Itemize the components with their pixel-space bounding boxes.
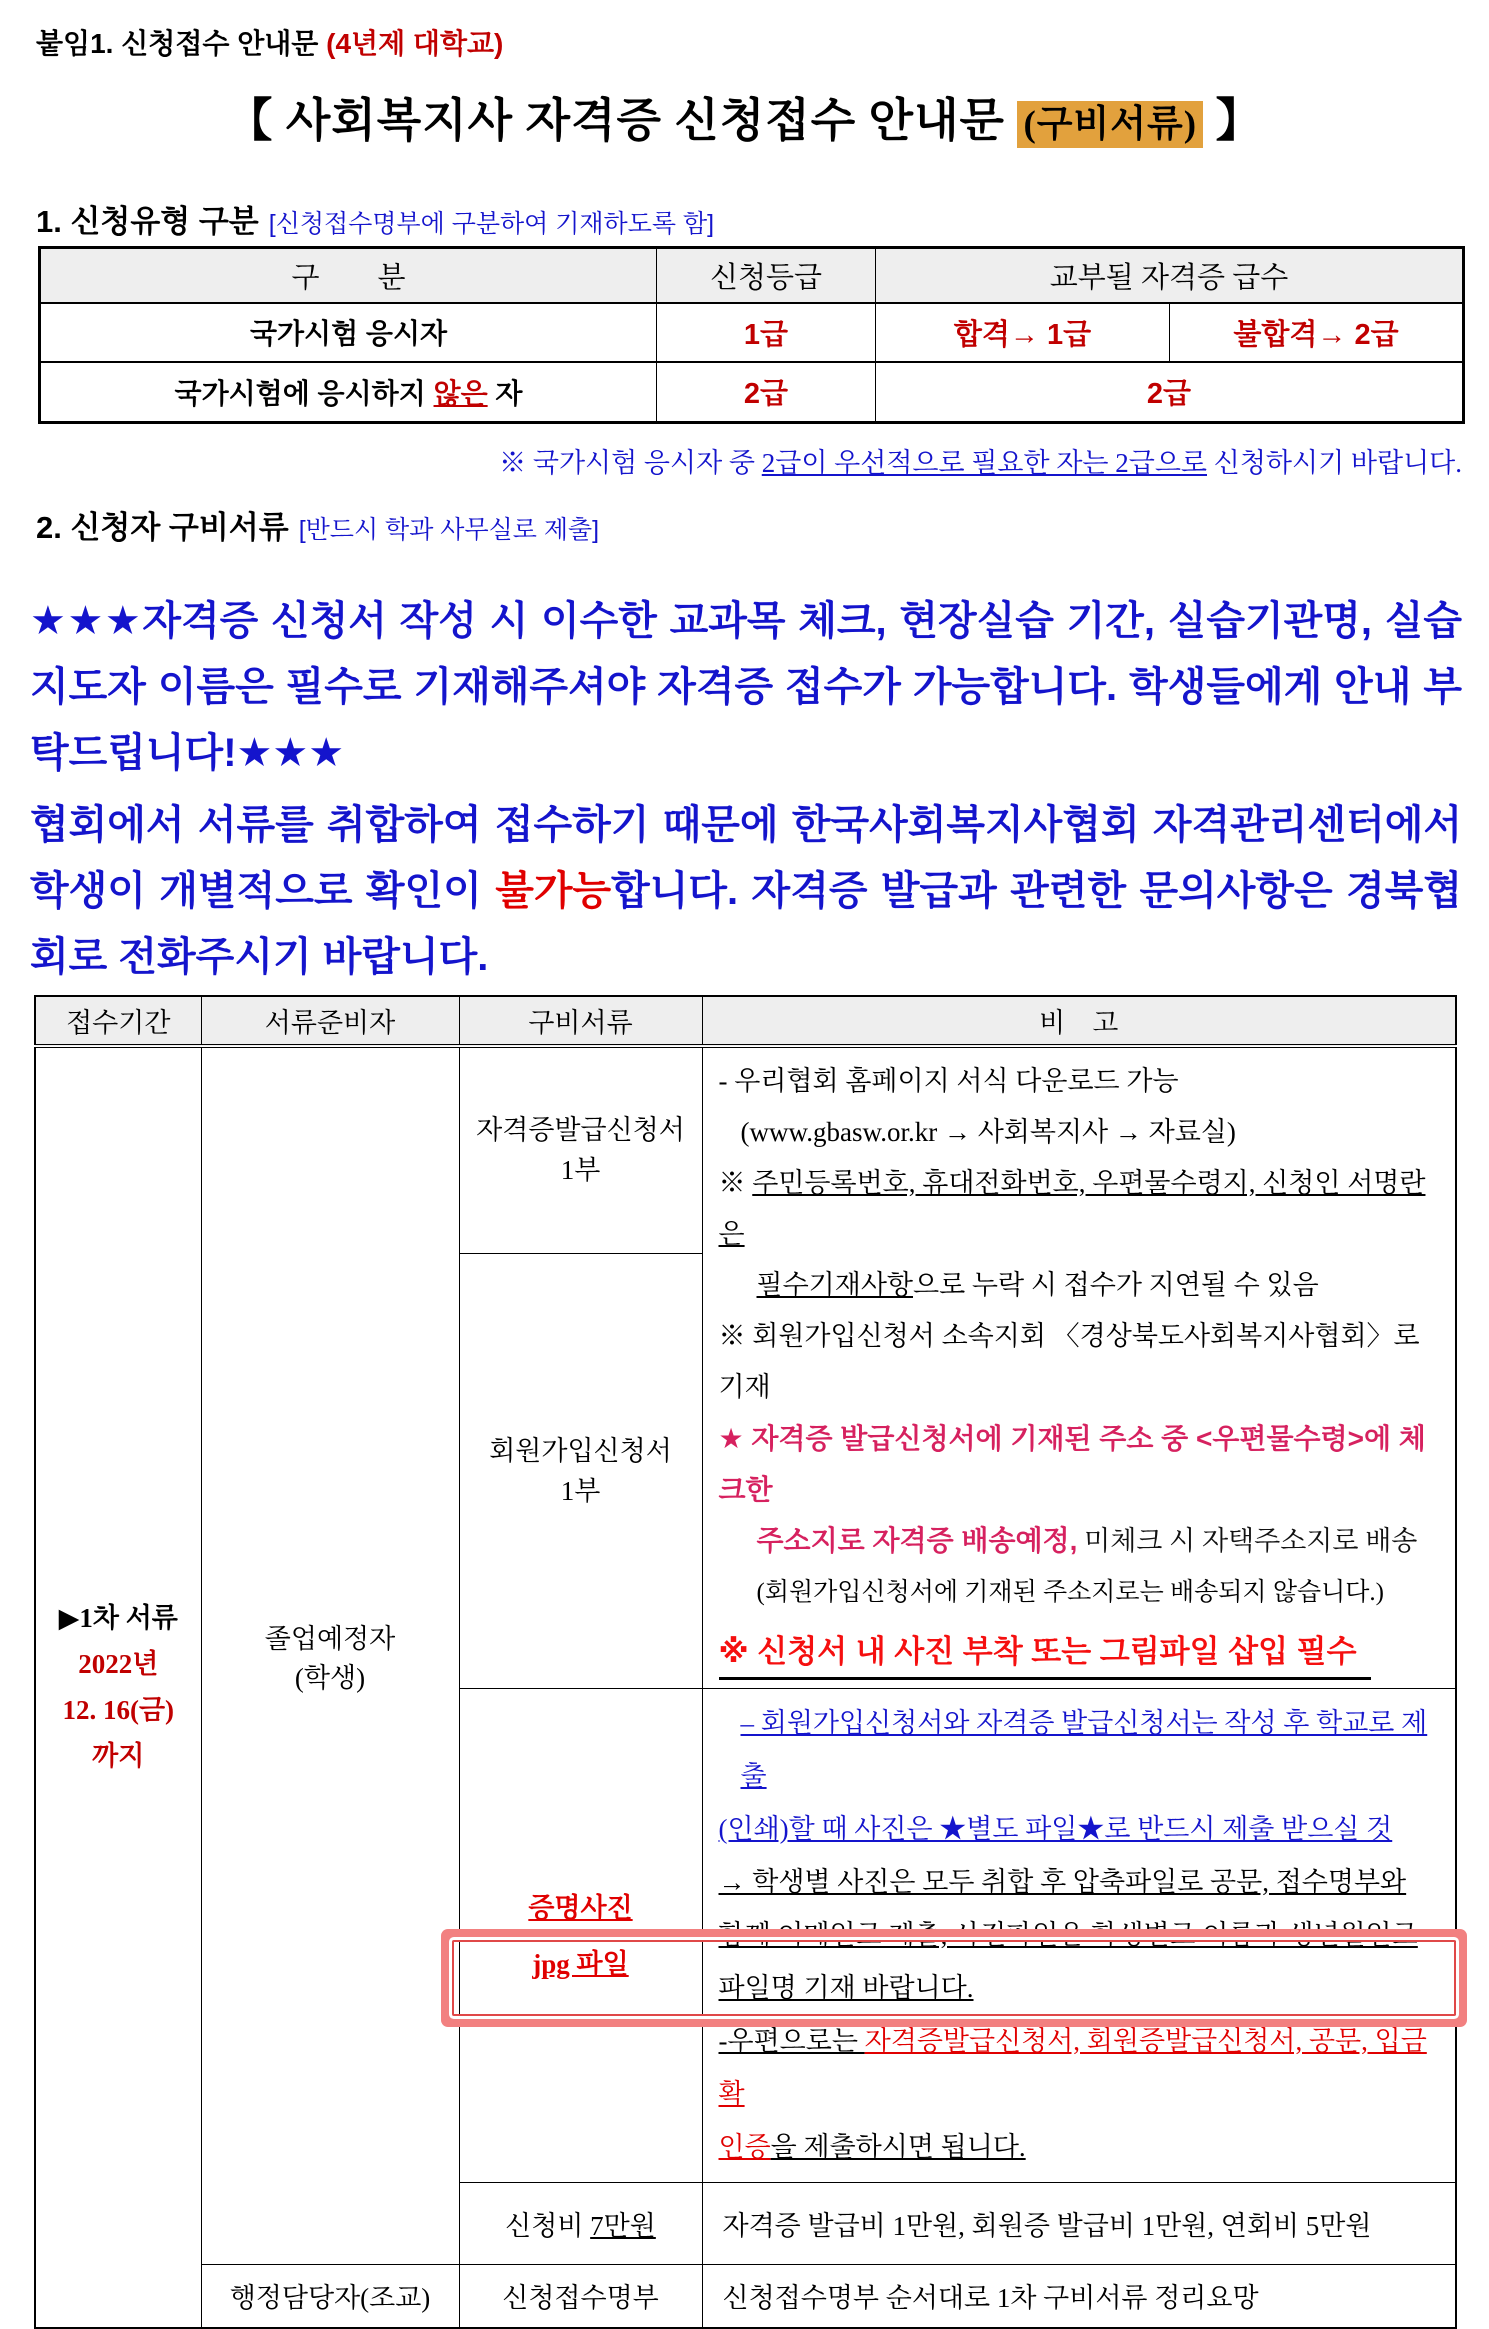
table-row — [35, 2265, 1456, 2328]
note-pre: ※ 국가시험 응시자 중 — [499, 448, 762, 478]
grade2-priority-note — [499, 441, 1462, 480]
remark-line — [719, 2121, 1448, 2174]
note-post: 신청하시기 바랍니다. — [1207, 448, 1462, 478]
doc1-copies: 1부 — [560, 1155, 601, 1186]
remark-line — [719, 1697, 1448, 1803]
section2-heading-note: [반드시 학과 사무실로 제출] — [298, 516, 600, 544]
remark-line — [719, 1311, 1448, 1413]
section2-heading-text: 2. 신청자 구비서류 — [36, 510, 289, 545]
period-phase: ▶1차 서류 — [58, 1603, 178, 1634]
t2-remark-forms — [702, 1046, 1456, 1689]
t2-doc-photo-jpg — [459, 1689, 702, 2183]
remark-line — [719, 1567, 1448, 1618]
remark1-l5: ※ 회원가입신청서 소속지회 〈경상북도사회복지사협회〉로 기재 — [718, 1321, 1420, 1402]
remark1-l4-post: 으로 누락 시 접수가 지연될 수 있음 — [913, 1270, 1319, 1300]
t1-header-grade: 신청등급 — [657, 248, 876, 303]
period-year: 2022년 — [78, 1649, 159, 1680]
application-type-header-row — [40, 248, 1464, 303]
remark-line — [719, 1056, 1448, 1107]
remark-line — [719, 1515, 1448, 1567]
t1-row1-grade: 1급 — [657, 303, 876, 362]
remark1-l4-underlined: 필수기재사항 — [756, 1270, 913, 1300]
page-title-highlight: (구비서류) — [1017, 101, 1203, 148]
t1-header-category: 구 분 — [40, 248, 657, 303]
para2-post: 합니다. 자격증 발급과 관련한 문의사항은 경북협회로 전화주시기 바랍니다. — [30, 869, 1462, 979]
t1-row2-grade: 2급 — [657, 362, 876, 423]
t2-doc-roster: 신청접수명부 — [459, 2265, 702, 2328]
t1-row2-label-post: 자 — [487, 377, 523, 409]
section1-heading — [36, 196, 714, 241]
remark-line — [719, 1909, 1448, 1962]
remark2-l4: 함께 이메일로 제출, 사진파일은 학생별로 이름과 생년월일로 — [718, 1920, 1418, 1950]
remark-line — [719, 2015, 1448, 2121]
t2-header-documents: 구비서류 — [459, 996, 702, 1046]
remark1-l7-crimson: 주소지로 자격증 배송예정, — [756, 1525, 1078, 1556]
page-title-open: 【 사회복지사 자격증 신청접수 안내문 — [226, 95, 1018, 146]
section1-heading-text: 1. 신청유형 구분 — [36, 204, 259, 239]
emphasis-paragraph-1: ★★★자격증 신청서 작성 시 이수한 교과목 체크, 현장실습 기간, 실습기관명, 실습지도자 이름은 필수로 기재해주셔야 자격증 접수가 가능합니다. 학생들에게 안내 부탁드립니다!★★★ — [30, 599, 1462, 775]
period-until: 까지 — [92, 1741, 145, 1772]
t2-preparer-admin-cell: 행정담당자(조교) — [201, 2265, 459, 2328]
application-type-table — [38, 246, 1465, 424]
note-underlined: 2급이 우선적으로 필요한 자는 2급으로 — [761, 448, 1207, 478]
t1-row2-result: 2급 — [876, 362, 1464, 423]
t1-row2-label — [40, 362, 657, 423]
t1-header-issued-grade: 교부될 자격증 급수 — [876, 248, 1464, 303]
page-title-close: 】 — [1203, 95, 1263, 146]
t2-period-cell — [35, 1046, 201, 2328]
t2-header-preparer: 서류준비자 — [201, 996, 459, 1046]
remark-line — [719, 1962, 1448, 2015]
table-row — [35, 1046, 1456, 1253]
remark1-l6-crimson: ★ 자격증 발급신청서에 기재된 주소 중 <우편물수령>에 체크한 — [718, 1423, 1426, 1505]
required-documents-table — [34, 995, 1457, 2329]
preparer-student-sub: (학생) — [294, 1663, 366, 1693]
remark1-l2-url: (www.gbasw.or.kr → 사회복지사 → 자료실) — [740, 1117, 1236, 1147]
t2-preparer-student-cell — [201, 1046, 459, 2265]
t2-remark-fee-breakdown: 자격증 발급비 1만원, 회원증 발급비 1만원, 연회비 5만원 — [702, 2183, 1456, 2265]
remark1-photo-required: ※ 신청서 내 사진 부착 또는 그림파일 삽입 필수 — [719, 1622, 1371, 1680]
t1-row1-fail-result: 불합격→ 2급 — [1170, 303, 1464, 362]
doc3-photo: 증명사진 — [528, 1892, 633, 1923]
t1-row2-label-not: 않은 — [433, 377, 488, 409]
section1-heading-note: [신청접수명부에 구분하여 기재하도록 함] — [268, 210, 715, 238]
t1-row2-label-pre: 국가시험에 응시하지 — [174, 377, 434, 409]
t2-doc-membership-form — [459, 1253, 702, 1688]
t2-header-remarks: 비 고 — [702, 996, 1456, 1046]
t2-header-period: 접수기간 — [35, 996, 201, 1046]
preparer-student: 졸업예정자 — [264, 1624, 396, 1654]
para2-pre: 협회에서 서류를 취합하여 접수하기 때문에 한국사회복지사협회 자격관리센터에서 학생이 개별적으로 확인이 — [30, 803, 1462, 913]
remark2-l6-pre: -우편으로는 — [718, 2026, 865, 2056]
remark1-l8-note: (회원가입신청서에 기재된 주소지로는 배송되지 않습니다.) — [756, 1579, 1385, 1606]
remark1-l3-underlined: 주민등록번호, 휴대전화번호, 우편물수령지, 신청인 서명란은 — [718, 1168, 1426, 1249]
required-documents-header-row — [35, 996, 1456, 1046]
remark2-l1-blue: – 회원가입신청서와 자격증 발급신청서는 작성 후 학교로 제출 — [740, 1708, 1428, 1791]
attachment-label-text: 붙임1. 신청접수 안내문 — [36, 28, 327, 59]
table-row — [40, 362, 1464, 423]
remark2-l3: → 학생별 사진은 모두 취합 후 압축파일로 공문, 접수명부와 — [718, 1867, 1407, 1897]
remark1-l7-black: 미체크 시 자택주소지로 배송 — [1077, 1526, 1418, 1556]
doc2-name: 회원가입신청서 — [489, 1435, 672, 1466]
remark2-l5: 파일명 기재 바랍니다. — [718, 1973, 974, 2003]
doc1-name: 자격증발급신청서 — [476, 1115, 685, 1146]
remark-line — [719, 1158, 1448, 1260]
t1-row1-pass-result: 합격→ 1급 — [876, 303, 1170, 362]
remark1-l1: - 우리협회 홈페이지 서식 다운로드 가능 — [718, 1066, 1179, 1096]
t2-remark-roster: 신청접수명부 순서대로 1차 구비서류 정리요망 — [702, 2265, 1456, 2328]
para2-impossible: 불가능 — [495, 869, 612, 913]
t2-remark-photo — [702, 1689, 1456, 2183]
fee-label: 신청비 — [505, 2211, 591, 2241]
period-date: 12. 16(금) — [62, 1695, 175, 1726]
doc2-copies: 1부 — [560, 1475, 601, 1506]
remark-line — [719, 1803, 1448, 1856]
remark-line — [719, 1618, 1448, 1680]
remark-line — [719, 1260, 1448, 1311]
section2-heading — [36, 502, 599, 547]
page-title — [0, 84, 1489, 150]
remark2-l2-blue: (인쇄)할 때 사진은 ★별도 파일★로 반드시 제출 받으실 것 — [718, 1814, 1393, 1844]
doc3-filetype: jpg 파일 — [532, 1948, 629, 1979]
table-row — [40, 303, 1464, 362]
remark-line — [719, 1107, 1448, 1158]
remark-line — [719, 1413, 1448, 1515]
attachment-label — [36, 22, 503, 62]
remark-line — [719, 1856, 1448, 1909]
t2-doc-fee — [459, 2183, 702, 2265]
fee-amount: 7만원 — [590, 2211, 656, 2241]
emphasis-paragraph-2 — [30, 792, 1462, 990]
remark2-l7-red: 인증 — [718, 2132, 771, 2162]
t1-row1-label: 국가시험 응시자 — [40, 303, 657, 362]
remark2-l7-post: 을 제출하시면 됩니다. — [770, 2132, 1026, 2162]
t2-doc-certificate-form — [459, 1046, 702, 1253]
remark1-l3-pre: ※ — [718, 1168, 753, 1198]
attachment-school-type: (4년제 대학교) — [326, 28, 504, 59]
remark2-l6-red: 자격증발급신청서, 회원증발급신청서, 공문, 입금확 — [718, 2026, 1427, 2109]
